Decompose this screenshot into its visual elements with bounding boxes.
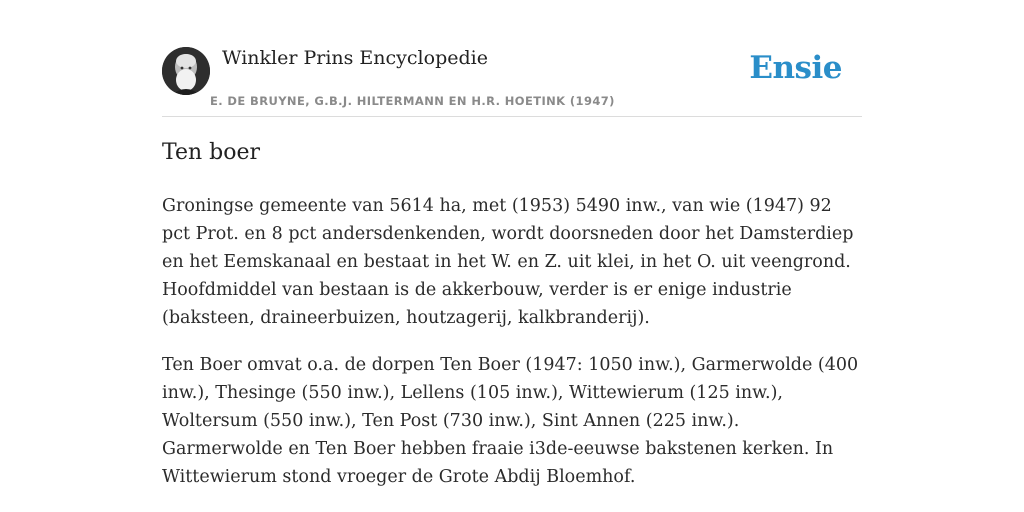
- article-paragraph: Ten Boer omvat o.a. de dorpen Ten Boer (1947: 1050 inw.), Garmerwolde (400 inw.), Thesinge (550 inw.), Lellens (105 inw.), Wittewierum (125 inw.), Woltersum (550 inw.), Ten Post (730 inw.), Sint Annen (225 inw.). Garmerwolde en Ten Boer hebben fraaie i3de-eeuwse bakstenen kerken. In Wittewierum stond vroeger de Grote Abdij Bloemhof.: [162, 355, 859, 487]
- brand-logo-link[interactable]: Ensie: [749, 50, 842, 86]
- article-paragraph: Groningse gemeente van 5614 ha, met (1953) 5490 inw., van wie (1947) 92 pct Prot. en 8 pct andersdenkenden, wordt doorsneden door het Damsterdiep en het Eemskanaal en bestaat in het W. en Z. uit klei, in het O. uit veengrond. Hoofdmiddel van bestaan is de akkerbouw, verder is er enige industrie (baksteen, draineerbuizen, houtzagerij, kalkbranderij).: [162, 196, 854, 328]
- source-authors: E. DE BRUYNE, G.B.J. HILTERMANN EN H.R. HOETINK (1947): [210, 94, 615, 108]
- source-header: [162, 44, 862, 117]
- source-title[interactable]: Winkler Prins Encyclopedie: [222, 47, 488, 69]
- article-title: Ten boer: [162, 140, 261, 165]
- author-portrait-icon: [162, 47, 210, 95]
